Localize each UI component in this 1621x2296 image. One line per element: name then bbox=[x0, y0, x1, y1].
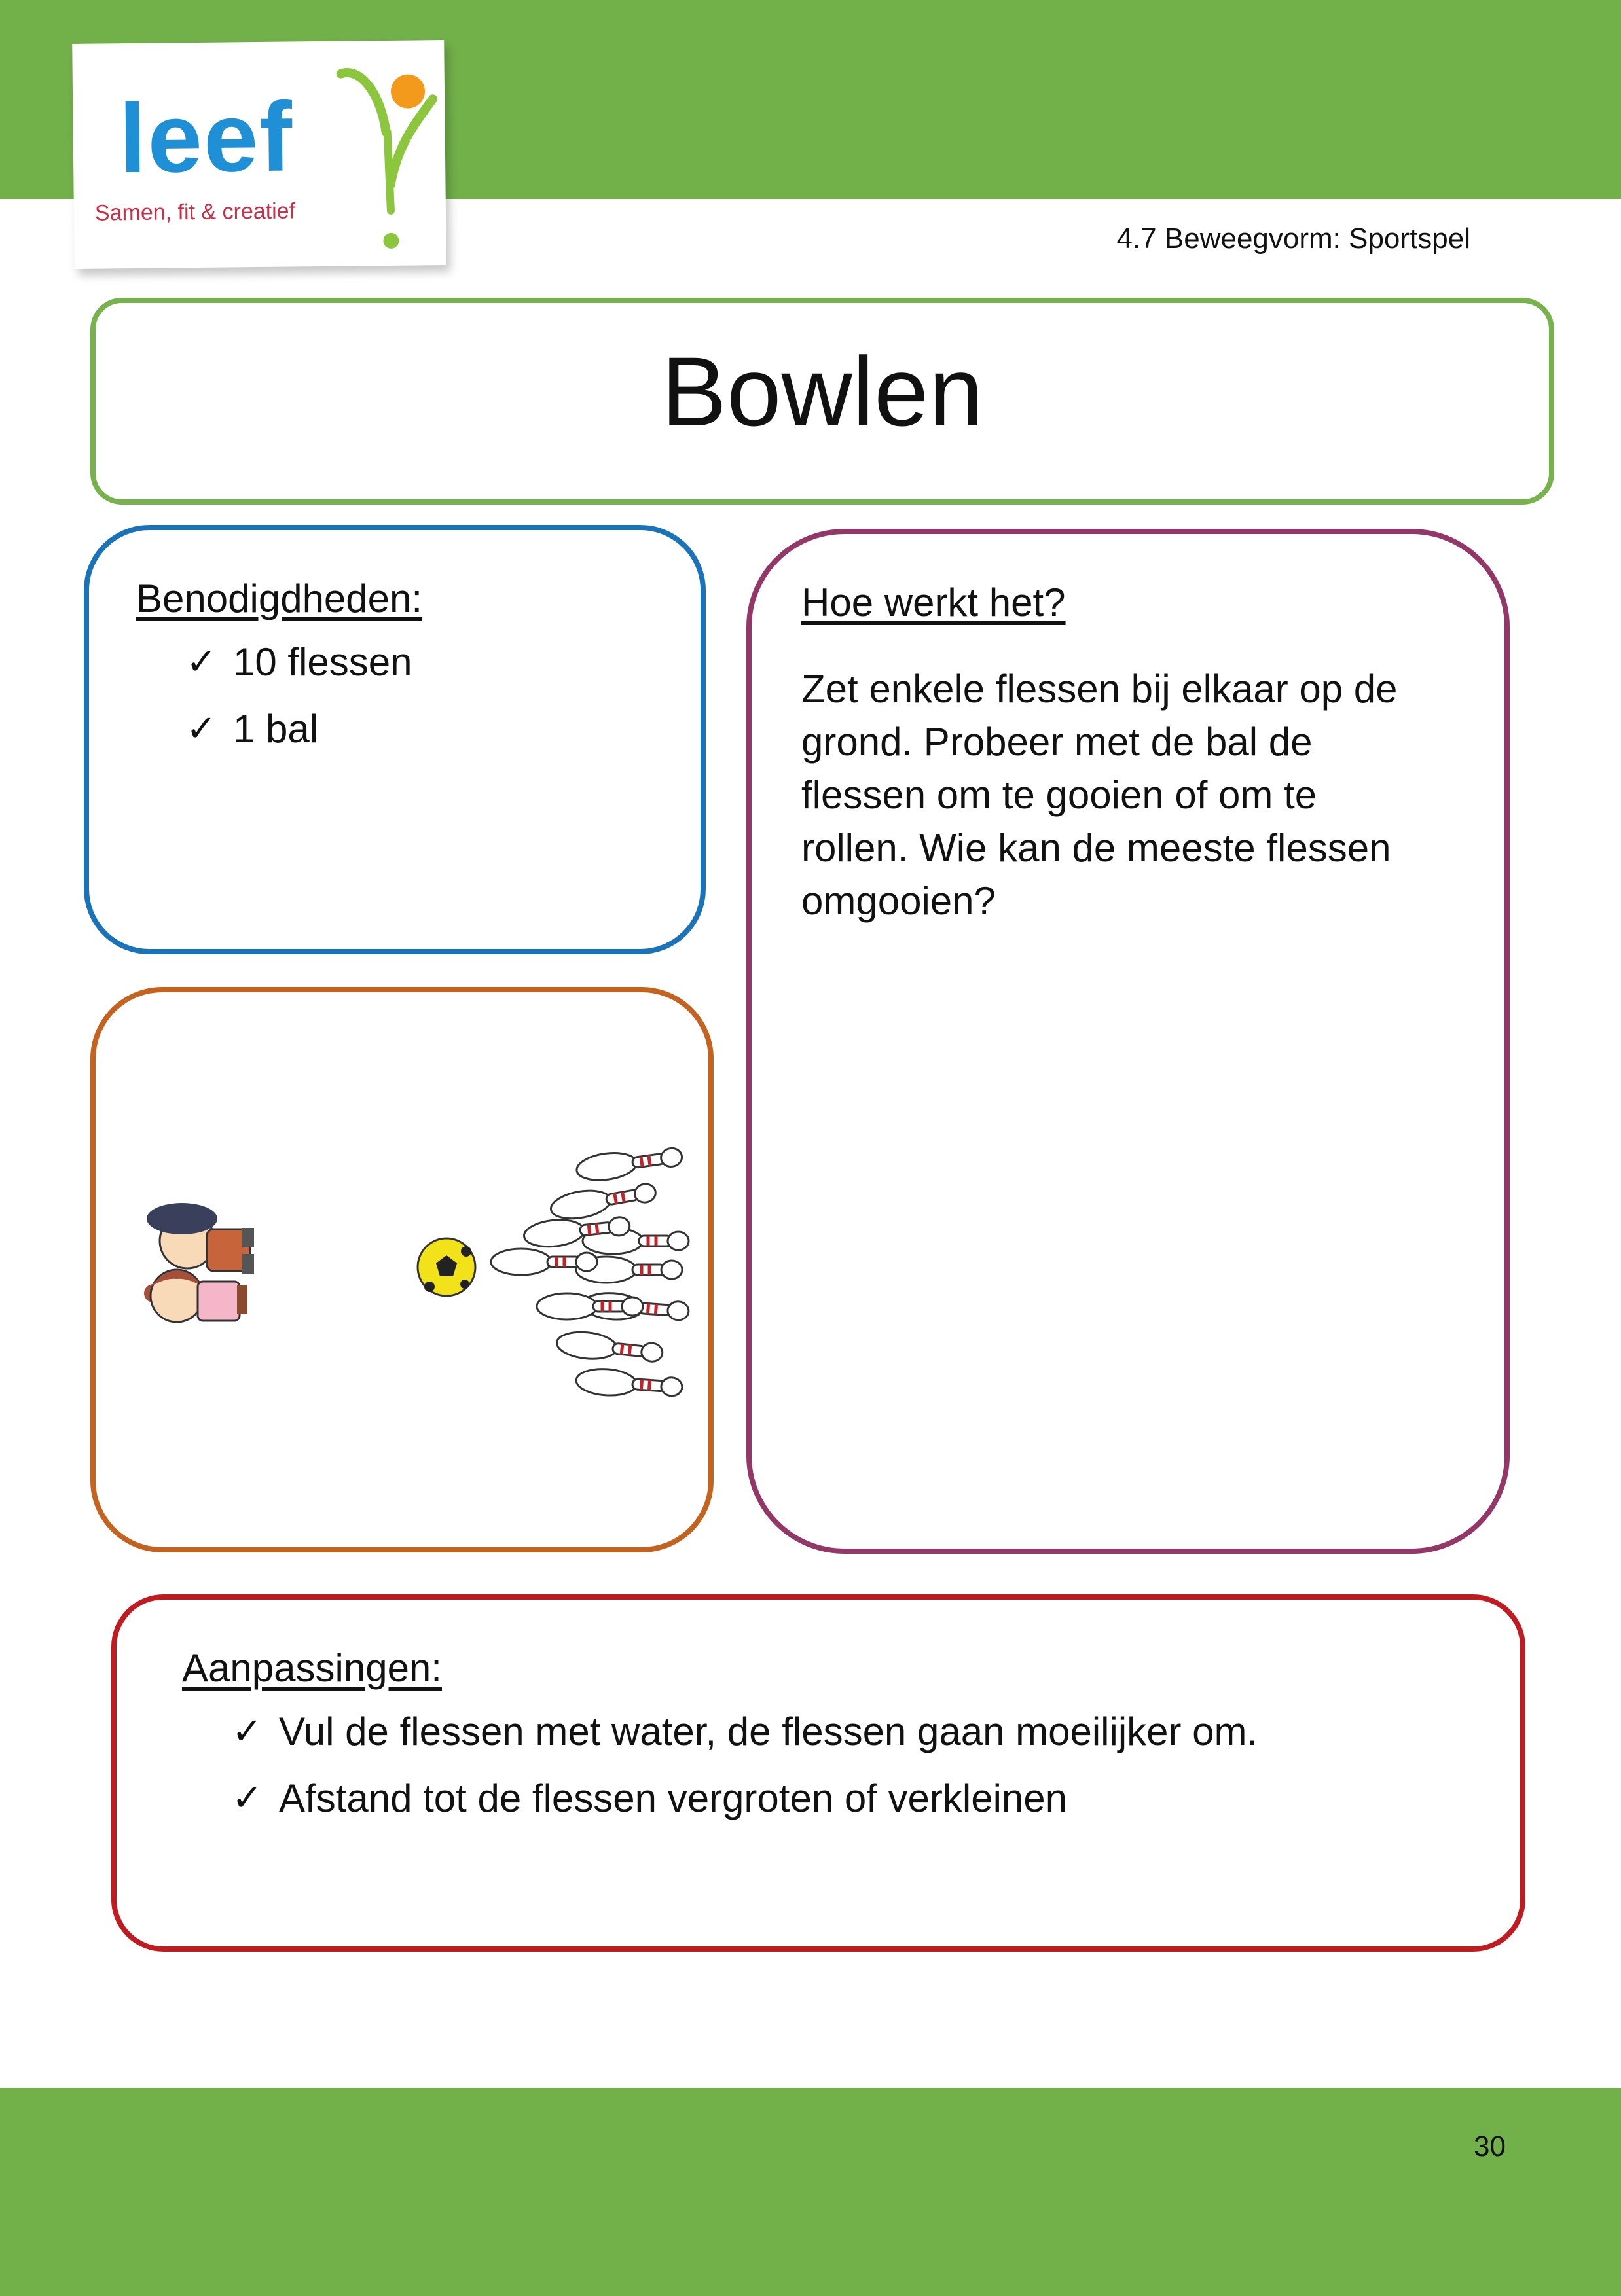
logo-tagline: Samen, fit & creatief bbox=[94, 198, 296, 226]
method-box bbox=[746, 529, 1510, 1554]
title-box bbox=[90, 298, 1554, 505]
page-title: Bowlen bbox=[661, 336, 983, 446]
list-item: ✓ 10 flessen bbox=[186, 639, 412, 684]
list-item: ✓ Vul de flessen met water, de flessen gaan moeilijker om. bbox=[232, 1709, 1258, 1753]
supplies-list bbox=[186, 628, 412, 762]
boy-icon bbox=[147, 1203, 254, 1274]
method-description: Zet enkele flessen bij elkaar op de grond. Probeer met de bal de flessen om te gooien of om te rollen. Wie kan de meeste flessen omgooien? bbox=[801, 667, 1398, 923]
adaptations-heading: Aanpassingen: bbox=[182, 1646, 442, 1690]
girl-icon bbox=[144, 1270, 247, 1322]
pins-icon bbox=[491, 1143, 689, 1400]
check-icon: ✓ bbox=[232, 1777, 263, 1818]
list-item: ✓ 1 bal bbox=[186, 706, 319, 751]
supplies-heading: Benodigdheden: bbox=[136, 577, 423, 620]
adaptations-box bbox=[111, 1594, 1525, 1952]
footer-band bbox=[0, 2088, 1621, 2296]
ball-icon bbox=[418, 1238, 475, 1296]
method-heading: Hoe werkt het? bbox=[801, 581, 1066, 624]
adaptations-list bbox=[232, 1698, 1258, 1831]
supplies-box bbox=[84, 525, 706, 954]
logo bbox=[72, 40, 446, 269]
logo-text: leef bbox=[118, 81, 295, 194]
logo-figure-icon bbox=[334, 53, 441, 257]
page-number: 30 bbox=[1474, 2130, 1506, 2162]
bowling-illustration bbox=[109, 1090, 711, 1431]
check-icon: ✓ bbox=[232, 1710, 263, 1751]
list-item: ✓ Afstand tot de flessen vergroten of verkleinen bbox=[232, 1776, 1068, 1820]
section-label: 4.7 Beweegvorm: Sportspel bbox=[1116, 223, 1470, 255]
illustration-box bbox=[90, 987, 714, 1552]
check-icon: ✓ bbox=[186, 641, 217, 682]
check-icon: ✓ bbox=[186, 708, 217, 749]
